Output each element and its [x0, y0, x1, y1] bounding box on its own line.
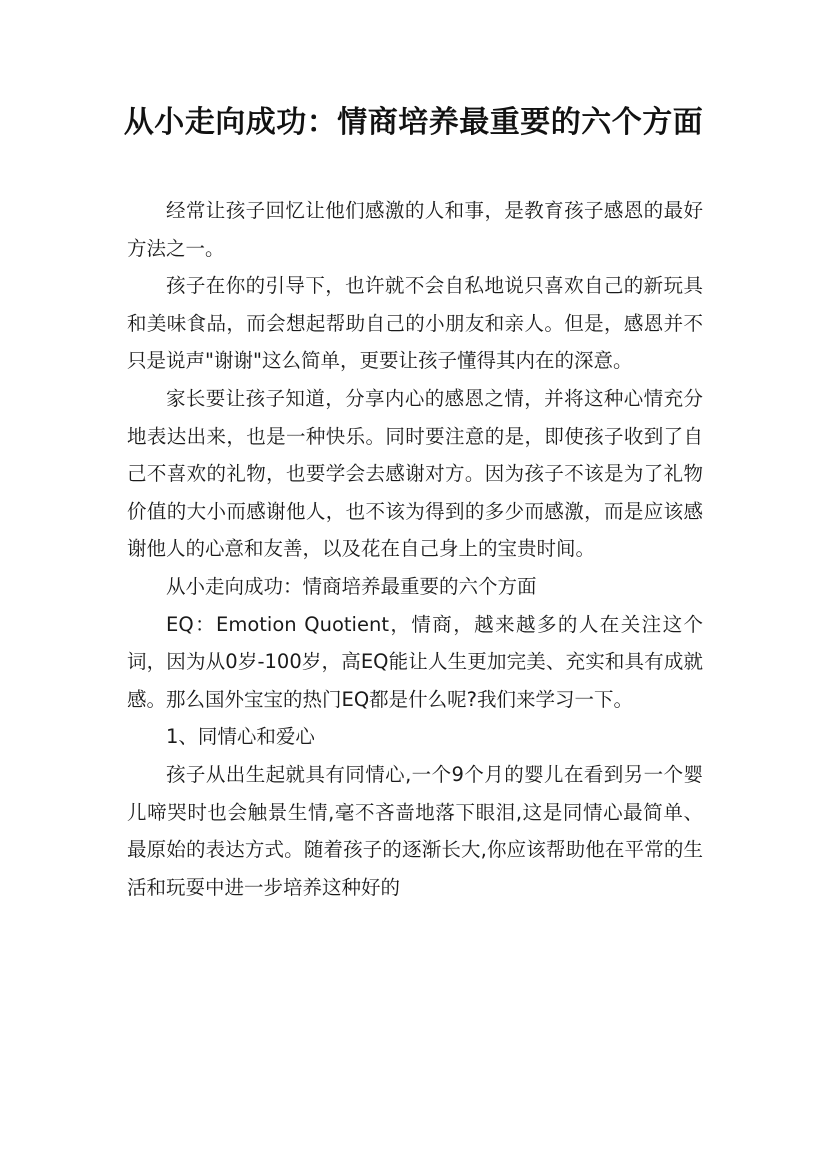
paragraph-heading-empathy: 1、同情心和爱心 [166, 725, 315, 749]
document-title: 从小走向成功：情商培养最重要的六个方面 [123, 105, 704, 140]
paragraph-eq-definition: EQ：Emotion Quotient，情商，越来越多的人在关注这个词，因为从0岁-100岁，高EQ能让人生更加完美、充实和具有成就感。那么国外宝宝的热门EQ都是什么呢?我们来学习一下。 [127, 612, 703, 711]
paragraph-sharing-gratitude: 家长要让孩子知道，分享内心的感恩之情，并将这种心情充分地表达出来，也是一种快乐。同时要注意的是，即使孩子收到了自己不喜欢的礼物，也要学会去感谢对方。因为孩子不该是为了礼物价值的大小而感谢他人，也不该为得到的多少而感激，而是应该感谢他人的心意和友善，以及花在自己身上的宝贵时间。 [127, 386, 703, 561]
paragraph-section-title: 从小走向成功：情商培养最重要的六个方面 [166, 574, 537, 598]
paragraph-empathy: 孩子从出生起就具有同情心,一个9个月的婴儿在看到另一个婴儿啼哭时也会触景生情,毫不吝啬地落下眼泪,这是同情心最简单、最原始的表达方式。随着孩子的逐渐长大,你应该帮助他在平常的生活和玩耍中进一步培养这种好的 [127, 762, 703, 899]
paragraph-gratitude-intro: 经常让孩子回忆让他们感激的人和事，是教育孩子感恩的最好方法之一。 [127, 199, 703, 260]
document-body [127, 192, 703, 906]
paragraph-guidance: 孩子在你的引导下，也许就不会自私地说只喜欢自己的新玩具和美味食品，而会想起帮助自己的小朋友和亲人。但是，感恩并不只是说声"谢谢"这么简单，更要让孩子懂得其内在的深意。 [127, 274, 703, 373]
